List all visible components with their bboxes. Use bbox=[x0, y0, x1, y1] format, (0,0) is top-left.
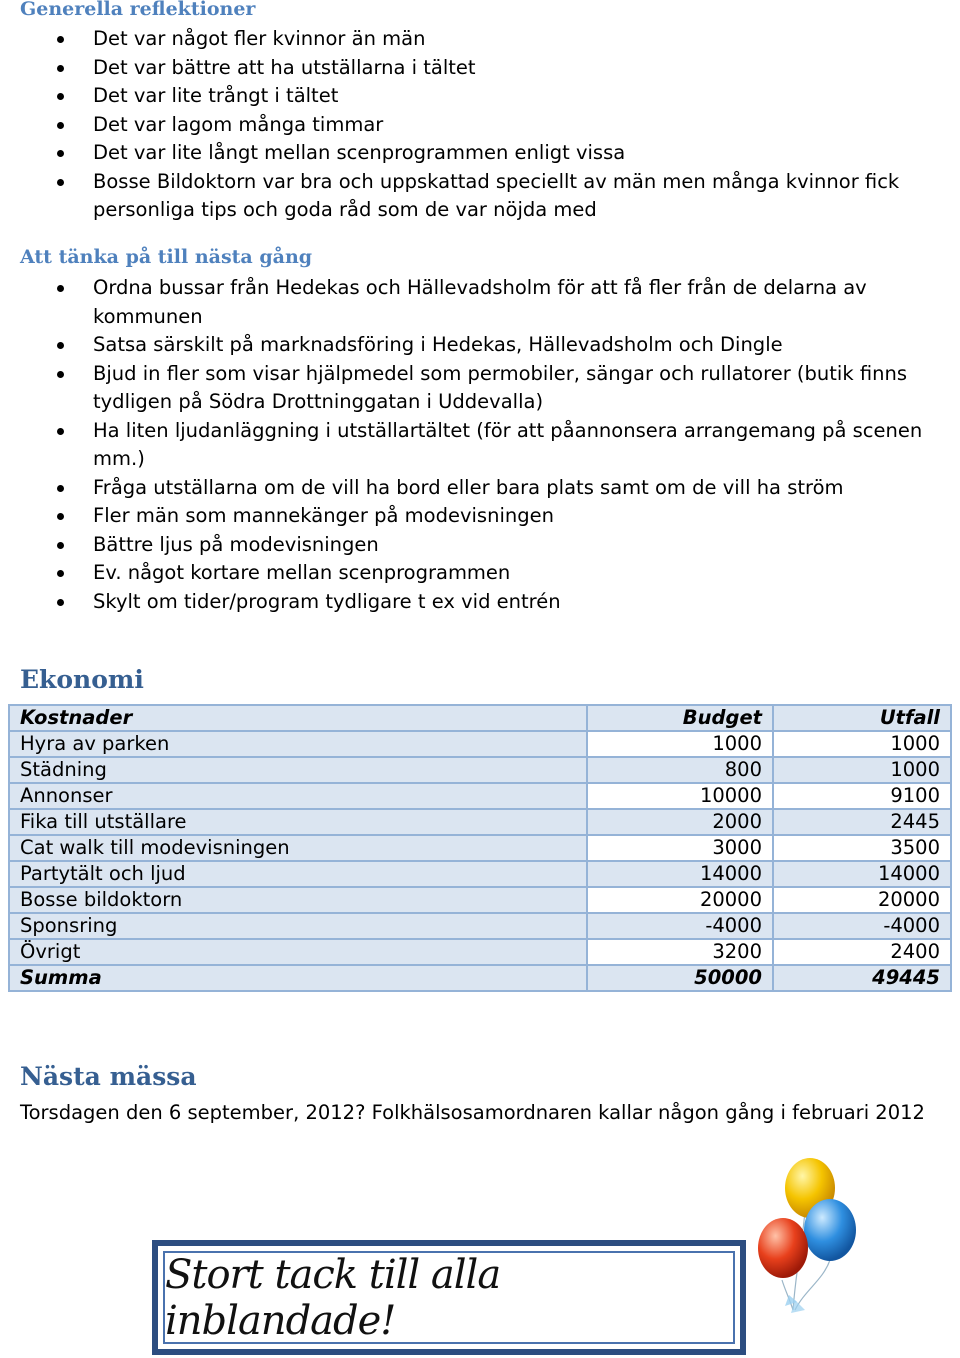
table-cell: -4000 bbox=[773, 913, 951, 939]
table-cell: Fika till utställare bbox=[9, 809, 587, 835]
table-cell: 1000 bbox=[587, 731, 773, 757]
section-heading-nasta: Nästa mässa bbox=[20, 1062, 197, 1091]
list-item: Fråga utställarna om de vill ha bord eller bara plats samt om de vill ha ström bbox=[0, 474, 940, 503]
sum-budget: 50000 bbox=[587, 965, 773, 991]
header-cell-utfall: Utfall bbox=[773, 705, 951, 731]
header-cell-kostnader: Kostnader bbox=[9, 705, 587, 731]
table-sum-row bbox=[9, 965, 951, 991]
table-cell: Partytält och ljud bbox=[9, 861, 587, 887]
list-item: Satsa särskilt på marknadsföring i Hedekas, Hällevadsholm och Dingle bbox=[0, 331, 940, 360]
table-cell: Annonser bbox=[9, 783, 587, 809]
table-cell: 10000 bbox=[587, 783, 773, 809]
table-cell: 14000 bbox=[773, 861, 951, 887]
table-cell: 1000 bbox=[773, 731, 951, 757]
table-row bbox=[9, 887, 951, 913]
table-cell: Bosse bildoktorn bbox=[9, 887, 587, 913]
table-cell: Cat walk till modevisningen bbox=[9, 835, 587, 861]
table-cell: 3000 bbox=[587, 835, 773, 861]
table-cell: 3500 bbox=[773, 835, 951, 861]
section-heading-ekonomi: Ekonomi bbox=[20, 665, 144, 694]
list-item: Bättre ljus på modevisningen bbox=[0, 531, 940, 560]
table-row bbox=[9, 731, 951, 757]
table-cell: 800 bbox=[587, 757, 773, 783]
list-item: Ha liten ljudanläggning i utställartältet (för att påannonsera arrangemang på scenen mm.) bbox=[0, 417, 940, 474]
list-item: Det var lite trångt i tältet bbox=[0, 82, 940, 111]
list-item: Fler män som mannekänger på modevisningen bbox=[0, 502, 940, 531]
table-row bbox=[9, 809, 951, 835]
table-cell: 20000 bbox=[587, 887, 773, 913]
table-header-row bbox=[9, 705, 951, 731]
list-item: Bosse Bildoktorn var bra och uppskattad speciellt av män men många kvinnor fick personliga tips och goda råd som de var nöjda med bbox=[0, 168, 940, 225]
banner-text: Stort tack till alla inblandade! bbox=[165, 1251, 501, 1344]
sum-label: Summa bbox=[9, 965, 587, 991]
table-row bbox=[9, 913, 951, 939]
list-item: Det var bättre att ha utställarna i tältet bbox=[0, 54, 940, 83]
list-item: Ordna bussar från Hedekas och Hällevadsholm för att få fler från de delarna av kommunen bbox=[0, 274, 940, 331]
table-row bbox=[9, 939, 951, 965]
table-cell: 2000 bbox=[587, 809, 773, 835]
sum-utfall: 49445 bbox=[773, 965, 951, 991]
table-cell: 2400 bbox=[773, 939, 951, 965]
table-row bbox=[9, 783, 951, 809]
table-cell: 20000 bbox=[773, 887, 951, 913]
table-cell: 14000 bbox=[587, 861, 773, 887]
table-cell: 3200 bbox=[587, 939, 773, 965]
table-cell: 1000 bbox=[773, 757, 951, 783]
section-heading-tanka: Att tänka på till nästa gång bbox=[20, 246, 313, 268]
list-item: Ev. något kortare mellan scenprogrammen bbox=[0, 559, 940, 588]
list-item: Det var lite långt mellan scenprogrammen enligt vissa bbox=[0, 139, 940, 168]
list-item: Skylt om tider/program tydligare t ex vid entrén bbox=[0, 588, 940, 617]
tanka-list bbox=[0, 274, 940, 616]
list-item: Bjud in fler som visar hjälpmedel som permobiler, sängar och rullatorer (butik finns tydligen på Södra Drottninggatan i Uddevalla) bbox=[0, 360, 940, 417]
table-cell: -4000 bbox=[587, 913, 773, 939]
table-cell: Övrigt bbox=[9, 939, 587, 965]
table-cell: Sponsring bbox=[9, 913, 587, 939]
table-cell: 2445 bbox=[773, 809, 951, 835]
nasta-text: Torsdagen den 6 september, 2012? Folkhälsosamordnaren kallar någon gång i februari 2012 bbox=[20, 1101, 925, 1124]
table-cell: Städning bbox=[9, 757, 587, 783]
table-row bbox=[9, 861, 951, 887]
table-row bbox=[9, 757, 951, 783]
list-item: Det var lagom många timmar bbox=[0, 111, 940, 140]
balloons-icon bbox=[745, 1150, 865, 1320]
table-cell: 9100 bbox=[773, 783, 951, 809]
list-item: Det var något fler kvinnor än män bbox=[0, 25, 940, 54]
table-row bbox=[9, 835, 951, 861]
ekonomi-table bbox=[8, 704, 952, 992]
table-cell: Hyra av parken bbox=[9, 731, 587, 757]
section-heading-generella: Generella reflektioner bbox=[20, 0, 256, 20]
thanks-banner bbox=[152, 1240, 746, 1355]
generella-list bbox=[0, 25, 940, 225]
header-cell-budget: Budget bbox=[587, 705, 773, 731]
